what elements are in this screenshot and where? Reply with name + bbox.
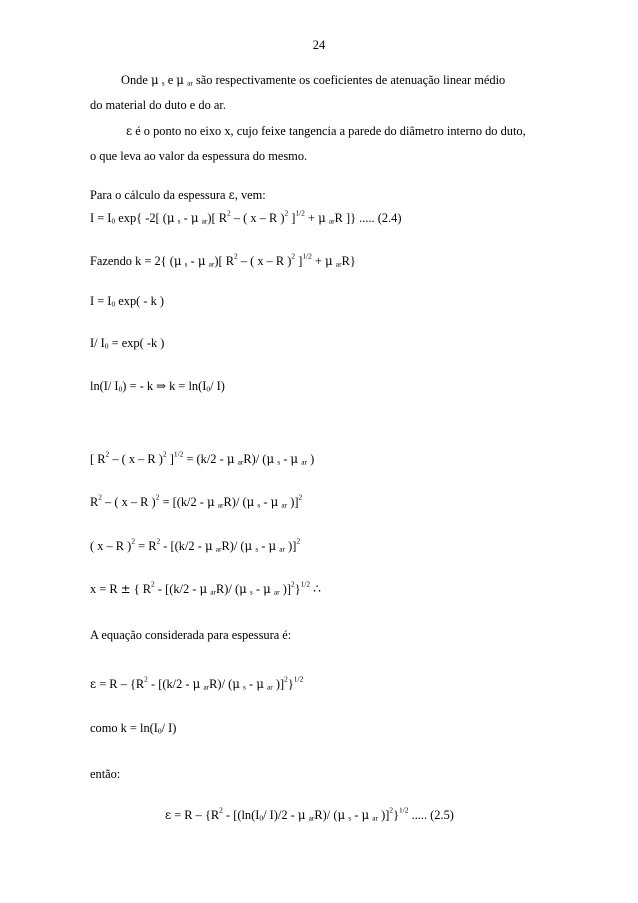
mu-symbol: μ bbox=[256, 677, 264, 691]
text: ] bbox=[166, 452, 174, 466]
subscript: s bbox=[249, 587, 253, 597]
text: / I) bbox=[210, 379, 225, 393]
text: )] bbox=[279, 582, 291, 596]
paragraph-2-line-1 bbox=[126, 123, 526, 139]
superscript: 1/2 bbox=[300, 579, 311, 589]
subscript: 0 bbox=[104, 341, 109, 351]
text: - bbox=[260, 495, 271, 509]
superscript: 2 bbox=[284, 208, 289, 218]
subscript: 0 bbox=[259, 813, 264, 823]
superscript: 2 bbox=[233, 251, 238, 261]
superscript: 2 bbox=[144, 674, 148, 684]
subscript: s bbox=[184, 259, 188, 269]
text: Fazendo k = 2{ ( bbox=[90, 254, 174, 268]
superscript: 2 bbox=[296, 536, 301, 546]
text: ] bbox=[288, 211, 296, 225]
text: exp{ -2[ ( bbox=[115, 211, 167, 225]
text: são respectivamente os coeficientes de atenuação linear médio bbox=[192, 73, 506, 87]
mu-symbol: μ bbox=[150, 73, 159, 87]
text: = R – {R bbox=[171, 808, 220, 822]
text: R)/ ( bbox=[314, 808, 338, 822]
mu-symbol: μ bbox=[226, 452, 235, 466]
equation-2-5 bbox=[165, 807, 454, 823]
superscript: 2 bbox=[98, 492, 102, 502]
page-number: 24 bbox=[312, 38, 326, 52]
text: - bbox=[351, 808, 362, 822]
subscript: ar bbox=[237, 457, 244, 467]
mu-symbol: μ bbox=[192, 677, 201, 691]
text: )] bbox=[287, 495, 299, 509]
text-line-entao: então: bbox=[90, 767, 121, 781]
mu-symbol: μ bbox=[268, 539, 277, 553]
text: R)/ ( bbox=[209, 677, 233, 691]
mu-symbol: μ bbox=[318, 211, 326, 225]
epsilon-symbol: ε bbox=[126, 124, 133, 138]
superscript: 2 bbox=[156, 536, 161, 546]
subscript: ar bbox=[201, 216, 208, 226]
text: - [(k/2 - bbox=[147, 677, 193, 691]
subscript: ar bbox=[210, 587, 217, 597]
subscript: ar bbox=[215, 544, 222, 554]
subscript: ar bbox=[308, 813, 315, 823]
text: )[ R bbox=[214, 254, 234, 268]
text: ln(I/ I bbox=[90, 379, 119, 393]
text: I = I bbox=[90, 211, 112, 225]
text: + bbox=[304, 211, 319, 225]
mu-symbol: μ bbox=[246, 495, 255, 509]
superscript: 1/2 bbox=[399, 805, 409, 815]
text: - bbox=[258, 539, 269, 553]
text: k = ln(I bbox=[165, 379, 207, 393]
epsilon-symbol: ε bbox=[228, 188, 235, 202]
mu-symbol: μ bbox=[176, 73, 184, 87]
text: e bbox=[164, 73, 177, 87]
text: )[ R bbox=[207, 211, 228, 225]
mu-symbol: μ bbox=[173, 254, 182, 268]
subscript: s bbox=[277, 457, 281, 467]
text: = (k/2 - bbox=[183, 452, 227, 466]
text: R)/ ( bbox=[216, 582, 240, 596]
subscript: ar bbox=[301, 457, 307, 467]
text: R bbox=[90, 495, 99, 509]
text: R} bbox=[341, 254, 356, 268]
subscript: s bbox=[243, 682, 246, 692]
text: - bbox=[252, 582, 264, 596]
epsilon-symbol: ε bbox=[90, 677, 97, 691]
equation-c bbox=[90, 538, 300, 554]
text: - bbox=[280, 452, 291, 466]
text: = exp( -k ) bbox=[108, 336, 165, 350]
mu-symbol: μ bbox=[263, 582, 271, 596]
paragraph-2-line-2: o que leva ao valor da espessura do mesmo. bbox=[90, 149, 308, 163]
subscript: s bbox=[257, 500, 261, 510]
text: R)/ ( bbox=[243, 452, 267, 466]
superscript: 2 bbox=[298, 492, 303, 502]
text: = R bbox=[135, 539, 157, 553]
text: ) bbox=[306, 452, 315, 466]
text: = R – {R bbox=[96, 677, 145, 691]
superscript: 2 bbox=[284, 674, 288, 684]
subscript: 0 bbox=[118, 384, 123, 394]
subscript: ar bbox=[273, 587, 280, 597]
text: [ R bbox=[90, 452, 106, 466]
text: R)/ ( bbox=[223, 495, 247, 509]
text-line-equation-considered: A equação considerada para espessura é: bbox=[90, 628, 292, 642]
equation-I bbox=[90, 293, 164, 309]
mu-symbol: μ bbox=[166, 211, 175, 225]
text: / I)/2 - bbox=[263, 808, 298, 822]
text: } bbox=[294, 582, 301, 596]
text: R)/ ( bbox=[221, 539, 245, 553]
text: – ( x – R ) bbox=[230, 211, 285, 225]
equation-2-4 bbox=[90, 210, 402, 226]
epsilon-symbol: ε bbox=[165, 808, 172, 822]
text: – ( x – R ) bbox=[237, 254, 292, 268]
subscript: ar bbox=[335, 259, 342, 269]
text: como k = ln(I bbox=[90, 721, 158, 735]
subscript: s bbox=[255, 544, 259, 554]
mu-symbol: μ bbox=[204, 539, 213, 553]
plus-minus-symbol: ± bbox=[120, 582, 131, 596]
text: R ]} ..... (2.4) bbox=[334, 211, 402, 225]
equation-I-over-I0 bbox=[90, 335, 164, 351]
text: } bbox=[287, 677, 294, 691]
subscript: s bbox=[348, 813, 352, 823]
text: ..... (2.5) bbox=[408, 808, 454, 822]
text: = [(k/2 - bbox=[159, 495, 207, 509]
subscript: ar bbox=[266, 682, 273, 692]
text: ) = - k bbox=[122, 379, 157, 393]
mu-symbol: μ bbox=[244, 539, 253, 553]
equation-fazendo bbox=[90, 253, 356, 269]
text: - [(k/2 - bbox=[160, 539, 205, 553]
superscript: 2 bbox=[219, 805, 223, 815]
subscript: 0 bbox=[111, 299, 116, 309]
text: / I) bbox=[161, 721, 177, 735]
text: { R bbox=[130, 582, 152, 596]
mu-symbol: μ bbox=[197, 254, 206, 268]
mu-symbol: μ bbox=[199, 582, 208, 596]
mu-symbol: μ bbox=[190, 211, 199, 225]
subscript: ar bbox=[328, 216, 335, 226]
superscript: 2 bbox=[227, 208, 231, 218]
subscript: ar bbox=[208, 259, 215, 269]
text: ( x – R ) bbox=[90, 539, 132, 553]
text: - bbox=[180, 211, 191, 225]
subscript: s bbox=[161, 78, 165, 88]
text: exp( - k ) bbox=[115, 294, 165, 308]
equation-d bbox=[90, 581, 321, 597]
superscript: 1/2 bbox=[295, 208, 305, 218]
superscript: 2 bbox=[389, 805, 394, 815]
subscript: ar bbox=[187, 78, 193, 88]
equation-b bbox=[90, 494, 302, 510]
subscript: 0 bbox=[206, 384, 211, 394]
subscript: 0 bbox=[111, 216, 116, 226]
equation-a bbox=[90, 451, 314, 467]
equation-ln bbox=[90, 378, 225, 394]
mu-symbol: μ bbox=[270, 495, 279, 509]
mu-symbol: μ bbox=[239, 582, 247, 596]
subscript: s bbox=[177, 216, 181, 226]
text: – ( x – R ) bbox=[101, 495, 156, 509]
superscript: 2 bbox=[131, 536, 136, 546]
superscript: 1/2 bbox=[293, 674, 304, 684]
text: + bbox=[311, 254, 326, 268]
text: I = I bbox=[90, 294, 112, 308]
subscript: ar bbox=[203, 682, 210, 692]
subscript: ar bbox=[217, 500, 224, 510]
superscript: 2 bbox=[291, 251, 296, 261]
text: Onde bbox=[121, 73, 151, 87]
mu-symbol: μ bbox=[297, 808, 306, 822]
intro-line bbox=[90, 187, 266, 203]
subscript: ar bbox=[372, 813, 378, 823]
equation-como bbox=[90, 720, 176, 736]
mu-symbol: μ bbox=[337, 808, 346, 822]
subscript: ar bbox=[279, 544, 286, 554]
implies-arrow: ⇒ bbox=[156, 379, 166, 393]
superscript: 2 bbox=[162, 449, 167, 459]
superscript: 1/2 bbox=[302, 251, 312, 261]
text: - [(k/2 - bbox=[154, 582, 200, 596]
text: I/ I bbox=[90, 336, 105, 350]
text: )] bbox=[377, 808, 390, 822]
therefore-symbol: ∴ bbox=[313, 582, 321, 596]
text: )] bbox=[285, 539, 297, 553]
superscript: 2 bbox=[105, 449, 110, 459]
equation-e bbox=[90, 676, 303, 692]
mu-symbol: μ bbox=[232, 677, 240, 691]
superscript: 2 bbox=[290, 579, 295, 589]
text: é o ponto no eixo x, cujo feixe tangencia a parede do diâmetro interno do duto, bbox=[132, 124, 526, 138]
mu-symbol: μ bbox=[361, 808, 370, 822]
text: Para o cálculo da espessura bbox=[90, 188, 229, 202]
mu-symbol: μ bbox=[207, 495, 215, 509]
subscript: ar bbox=[281, 500, 288, 510]
text: } bbox=[393, 808, 400, 822]
subscript: 0 bbox=[157, 726, 162, 736]
text: x = R bbox=[90, 582, 121, 596]
text: - bbox=[245, 677, 257, 691]
superscript: 1/2 bbox=[173, 449, 184, 459]
mu-symbol: μ bbox=[266, 452, 275, 466]
mu-symbol: μ bbox=[290, 452, 299, 466]
superscript: 2 bbox=[151, 579, 155, 589]
paragraph-1-line-1 bbox=[121, 72, 505, 88]
text: )] bbox=[272, 677, 285, 691]
paragraph-1-line-2: do material do duto e do ar. bbox=[90, 98, 226, 112]
text: - [(ln(I bbox=[222, 808, 260, 822]
text: ] bbox=[295, 254, 303, 268]
text: , vem: bbox=[234, 188, 266, 202]
superscript: 2 bbox=[155, 492, 160, 502]
mu-symbol: μ bbox=[325, 254, 333, 268]
text: - bbox=[187, 254, 198, 268]
text: – ( x – R ) bbox=[109, 452, 163, 466]
